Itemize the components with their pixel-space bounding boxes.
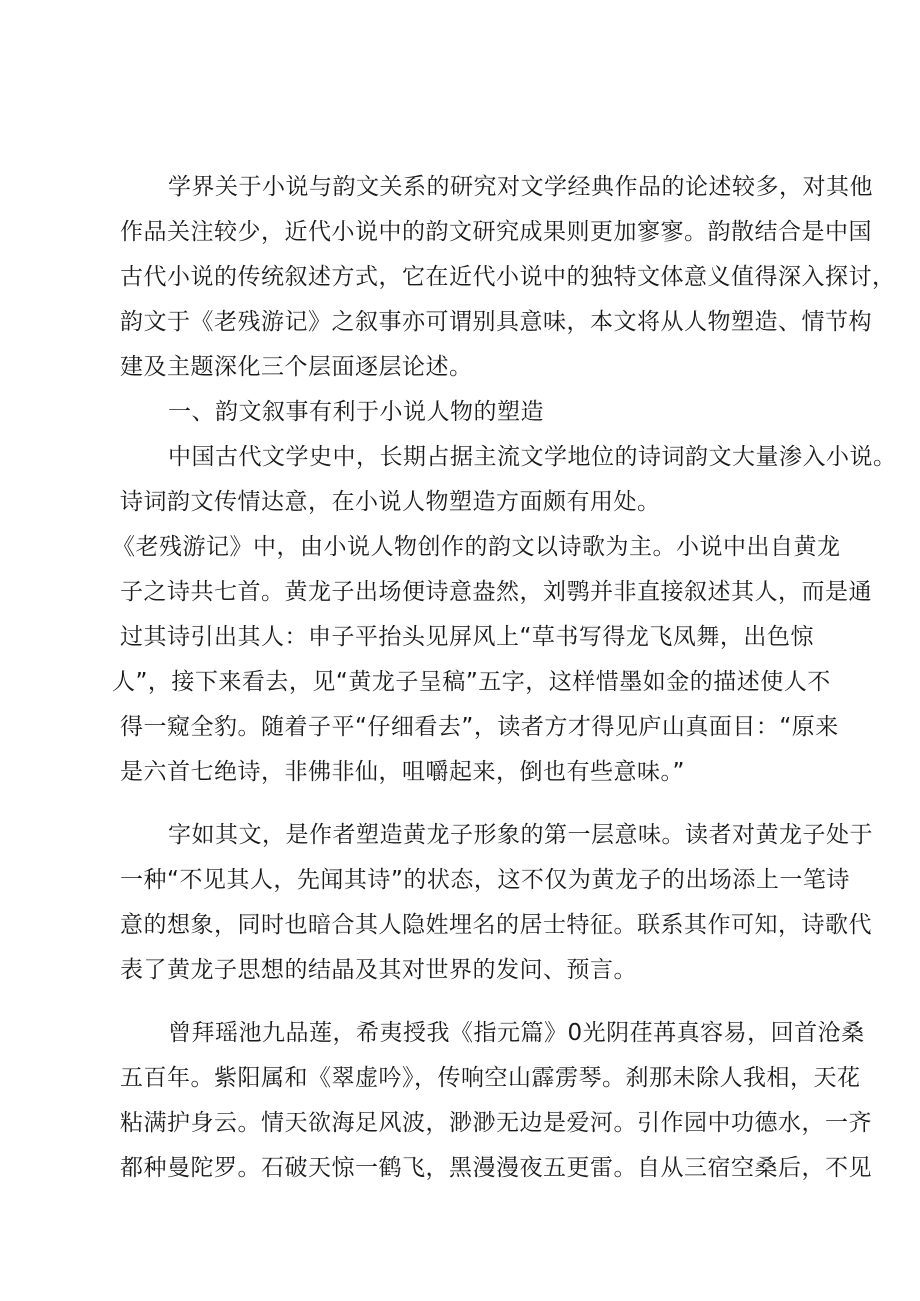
paragraph-poem-line: 曾拜瑶池九品莲，希夷授我《指元篇》0光阴荏苒真容易，回首沧桑 bbox=[168, 1020, 865, 1046]
paragraph-poem-line: 都种曼陀罗。石破天惊一鹤飞，黑漫漫夜五更雷。自从三宿空桑后，不见 bbox=[120, 1155, 872, 1181]
paragraph-poem-line: 粘满护身云。情天欲海足风波，渺渺无边是爱河。引作园中功德水，一齐 bbox=[120, 1110, 872, 1136]
paragraph-intro-line: 古代小说的传统叙述方式，它在近代小说中的独特文体意义值得深入探讨， bbox=[120, 264, 896, 290]
paragraph-intro-line: 学界关于小说与韵文关系的研究对文学经典作品的论述较多，对其他 bbox=[168, 174, 873, 200]
paragraph-intro-line: 建及主题深化三个层面逐层论述。 bbox=[120, 354, 473, 380]
paragraph-history-line: 中国古代文学史中，长期占据主流文学地位的诗词韵文大量渗入小说。 bbox=[168, 444, 897, 470]
paragraph-history-line: 诗词韵文传情达意，在小说人物塑造方面颇有用处。 bbox=[120, 489, 661, 515]
paragraph-laocan-line: 《老残游记》中，由小说人物创作的韵文以诗歌为主。小说中出自黄龙 bbox=[112, 534, 841, 560]
paragraph-character-line: 意的想象，同时也暗合其人隐姓埋名的居士特征。联系其作可知，诗歌代 bbox=[120, 912, 872, 938]
paragraph-intro-line: 作品关注较少，近代小说中的韵文研究成果则更加寥寥。韵散结合是中国 bbox=[120, 219, 872, 245]
paragraph-character-line: 一种“不见其人，先闻其诗”的状态，这不仅为黄龙子的出场添上一笔诗 bbox=[120, 867, 850, 893]
paragraph-poem-line: 五百年。紫阳属和《翠虚吟》，传响空山霹雳琴。刹那未除人我相，天花 bbox=[120, 1065, 861, 1091]
section-heading: 一、韵文叙事有利于小说人物的塑造 bbox=[168, 399, 544, 425]
paragraph-laocan-line: 子之诗共七首。黄龙子出场便诗意盎然，刘鹗并非直接叙述其人，而是通 bbox=[120, 579, 872, 605]
paragraph-laocan-line: 人”，接下来看去，见“黄龙子呈稿”五字，这样惜墨如金的描述使人不 bbox=[112, 669, 831, 695]
paragraph-laocan-line: 是六首七绝诗，非佛非仙，咀嚼起来，倒也有些意味。” bbox=[120, 759, 685, 785]
paragraph-laocan-line: 过其诗引出其人：申子平抬头见屏风上“草书写得龙飞凤舞，出色惊 bbox=[120, 624, 814, 650]
paragraph-laocan-line: 得一窥全豹。随着子平“仔细看去”，读者方才得见庐山真面目：“原来 bbox=[120, 714, 839, 740]
paragraph-character-line: 表了黄龙子思想的结晶及其对世界的发问、预言。 bbox=[120, 957, 637, 983]
paragraph-intro-line: 韵文于《老残游记》之叙事亦可谓别具意味，本文将从人物塑造、情节构 bbox=[120, 309, 872, 335]
paragraph-character-line: 字如其文，是作者塑造黄龙子形象的第一层意味。读者对黄龙子处于 bbox=[168, 822, 873, 848]
